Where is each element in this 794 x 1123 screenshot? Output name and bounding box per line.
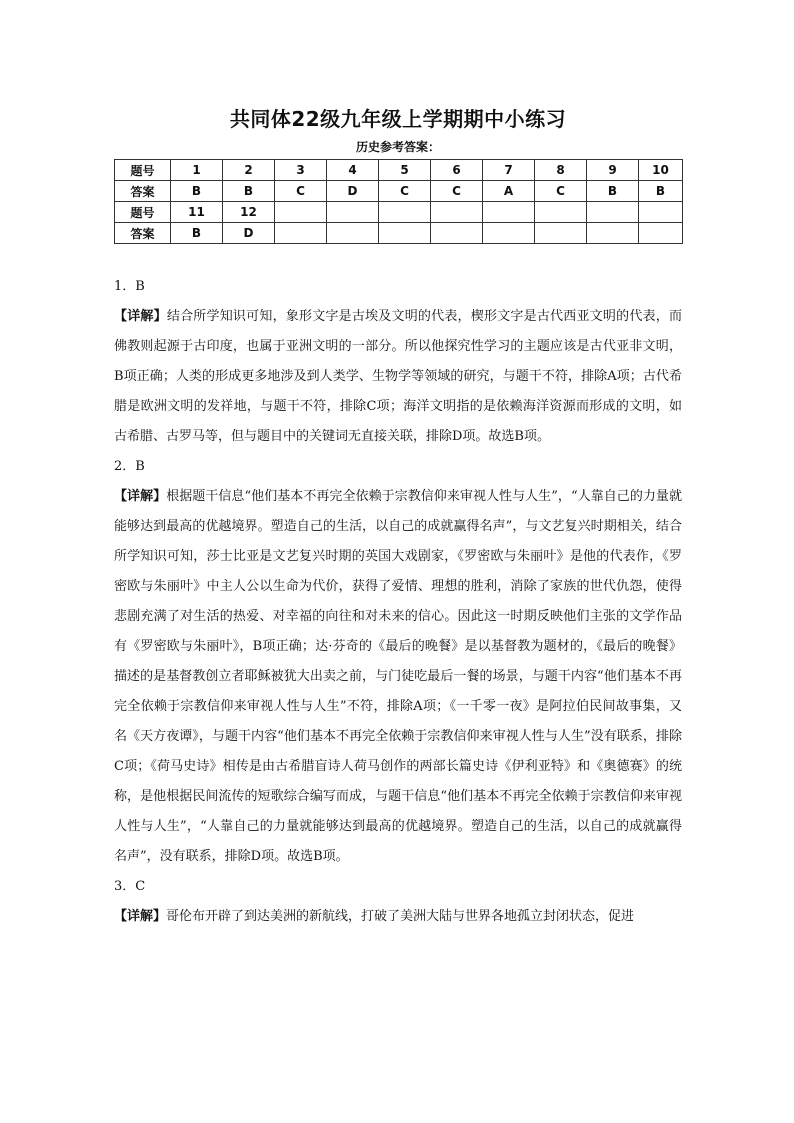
table-cell (483, 223, 535, 244)
answer-table-body (115, 160, 683, 244)
table-cell: 1 (171, 160, 223, 181)
table-cell: B (171, 223, 223, 244)
question-answer-number: 1．B (114, 279, 145, 294)
table-cell: B (223, 181, 275, 202)
table-cell: D (327, 181, 379, 202)
table-cell: C (379, 181, 431, 202)
table-cell: 12 (223, 202, 275, 223)
table-row (115, 202, 683, 223)
answer-table (114, 159, 683, 244)
table-cell (639, 202, 683, 223)
table-cell (535, 202, 587, 223)
table-cell (327, 202, 379, 223)
question-answer-number: 3．C (114, 879, 146, 894)
table-cell (639, 223, 683, 244)
table-cell: 3 (275, 160, 327, 181)
table-cell (587, 202, 639, 223)
table-cell: B (171, 181, 223, 202)
answer-explanations (114, 272, 682, 932)
table-cell: 11 (171, 202, 223, 223)
table-cell: D (223, 223, 275, 244)
table-cell: C (275, 181, 327, 202)
table-cell: 7 (483, 160, 535, 181)
row-header-cell: 答案 (115, 181, 171, 202)
page-title: 共同体22级九年级上学期期中小练习 (229, 107, 567, 131)
table-cell: 8 (535, 160, 587, 181)
table-cell: 9 (587, 160, 639, 181)
table-cell: B (587, 181, 639, 202)
row-header-cell: 答案 (115, 223, 171, 244)
table-cell: C (535, 181, 587, 202)
detail-text: 哥伦布开辟了到达美洲的新航线，打破了美洲大陆与世界各地孤立封闭状态，促进 (166, 909, 635, 924)
detail-tag: 【详解】 (114, 309, 167, 324)
table-cell (275, 202, 327, 223)
question-detail (114, 482, 682, 872)
table-cell: 2 (223, 160, 275, 181)
table-cell (379, 202, 431, 223)
table-cell: 4 (327, 160, 379, 181)
question-detail (114, 902, 682, 932)
row-header-cell: 题号 (115, 160, 171, 181)
table-cell (535, 223, 587, 244)
table-cell (431, 202, 483, 223)
table-cell: C (431, 181, 483, 202)
detail-text: 根据题干信息“他们基本不再完全依赖于宗教信仰来审视人性与人生”，“人靠自己的力量就能够达到最高的优越境界。塑造自己的生活，以自己的成就赢得名声”，与文艺复兴时期相关，结合所学知识可知，莎士比亚是文艺复兴时期的英国大戏剧家，《罗密欧与朱丽叶》是他的代表作，《罗密欧与朱丽叶》中主人公以生命为代价，获得了爱情、理想的胜利，消除了家族的世代仇怨，使得悲剧充满了对生活的热爱、对幸福的向往和对未来的信心。因此这一时期反映他们主张的文学作品有《罗密欧与朱丽叶》，B项正确；达·芬奇的《最后的晚餐》是以基督教为题材的，《最后的晚餐》描述的是基督教创立者耶稣被犹大出卖之前，与门徒吃最后一餐的场景，与题干内容“他们基本不再完全依赖于宗教信仰来审视人性与人生”不符，排除A项；《一千零一夜》是阿拉伯民间故事集，又名《天方夜谭》，与题干内容“他们基本不再完全依赖于宗教信仰来审视人性与人生”没有联系，排除C项；《荷马史诗》相传是由古希腊盲诗人荷马创作的两部长篇史诗《伊利亚特》和《奥德赛》的统称，是他根据民间流传的短歌综合编写而成，与题干信息“他们基本不再完全依赖于宗教信仰来审视人性与人生”，“人靠自己的力量就能够达到最高的优越境界。塑造自己的生活，以自己的成就赢得名声”，没有联系，排除D项。故选B项。 (114, 489, 682, 864)
table-cell (431, 223, 483, 244)
table-cell (483, 202, 535, 223)
table-cell: 10 (639, 160, 683, 181)
question-answer-number: 2．B (114, 459, 145, 474)
table-cell (327, 223, 379, 244)
table-cell: 6 (431, 160, 483, 181)
table-row (115, 223, 683, 244)
table-cell: 5 (379, 160, 431, 181)
detail-tag: 【详解】 (114, 909, 167, 924)
table-row (115, 160, 683, 181)
table-cell (275, 223, 327, 244)
detail-text: 结合所学知识可知，象形文字是古埃及文明的代表，楔形文字是古代西亚文明的代表，而佛教则起源于古印度，也属于亚洲文明的一部分。所以他探究性学习的主题应该是古代亚非文明，B项正确；人类的形成更多地涉及到人类学、生物学等领域的研究，与题干不符，排除A项；古代希腊是欧洲文明的发祥地，与题干不符，排除C项；海洋文明指的是依赖海洋资源而形成的文明，如古希腊、古罗马等，但与题目中的关键词无直接关联，排除D项。故选B项。 (114, 309, 682, 444)
table-cell: B (639, 181, 683, 202)
page-subtitle: 历史参考答案： (355, 140, 440, 154)
table-cell (379, 223, 431, 244)
row-header-cell: 题号 (115, 202, 171, 223)
table-cell: A (483, 181, 535, 202)
table-cell (587, 223, 639, 244)
detail-tag: 【详解】 (114, 489, 167, 504)
table-row (115, 181, 683, 202)
question-detail (114, 302, 682, 452)
